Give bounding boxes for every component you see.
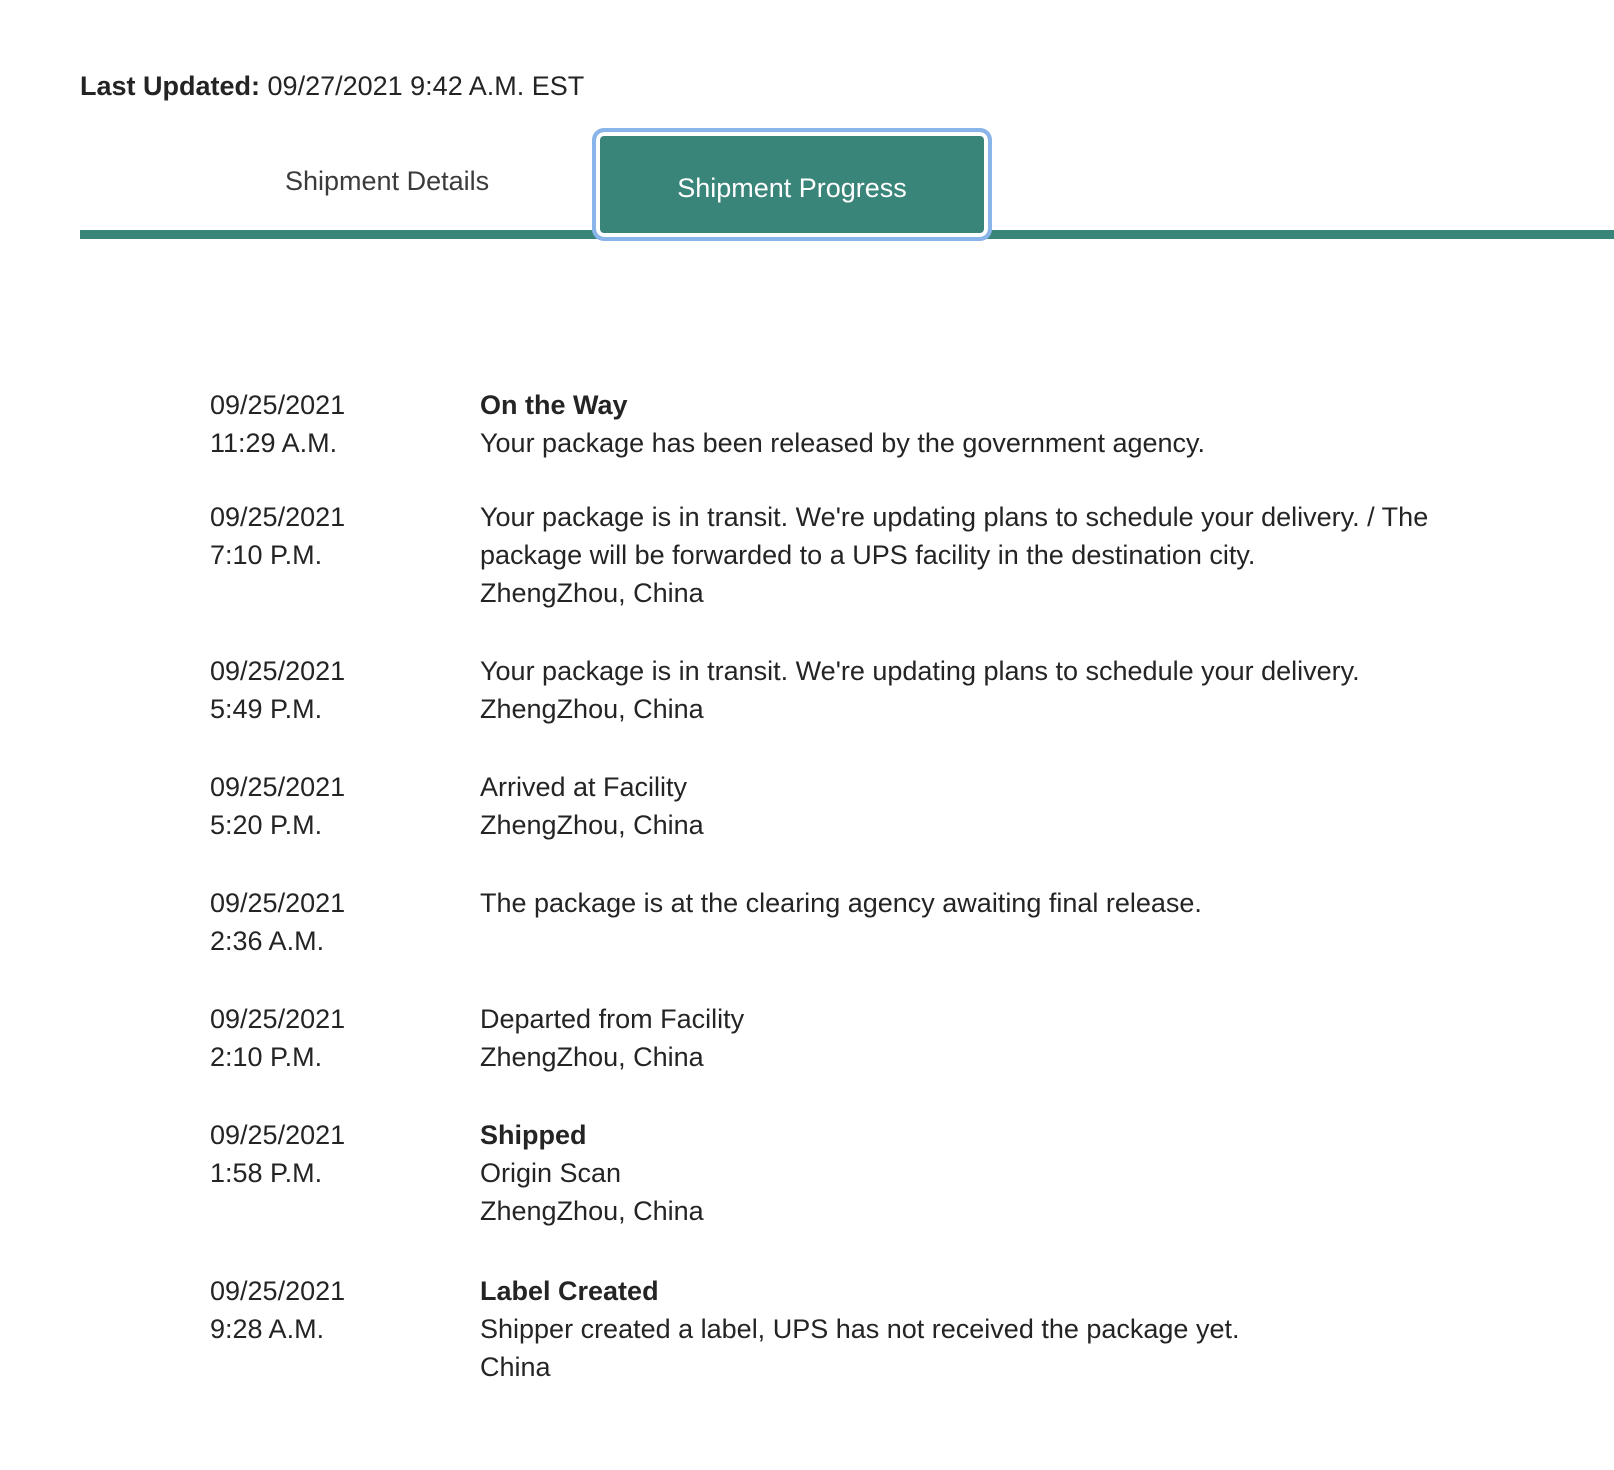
event-timestamp bbox=[210, 386, 480, 462]
event-description: Shipper created a label, UPS has not received the package yet. bbox=[480, 1314, 1240, 1344]
event-timestamp bbox=[210, 768, 480, 844]
event-description: The package is at the clearing agency awaiting final release. bbox=[480, 888, 1202, 918]
event-timestamp bbox=[210, 1000, 480, 1076]
event-timestamp bbox=[210, 1272, 480, 1386]
event-timestamp bbox=[210, 498, 480, 612]
event-time: 5:20 P.M. bbox=[210, 810, 323, 840]
event-date: 09/25/2021 bbox=[210, 772, 346, 802]
event-timestamp bbox=[210, 1116, 480, 1230]
event-location: ZhengZhou, China bbox=[480, 810, 704, 840]
event-details bbox=[480, 652, 1610, 728]
progress-event-row bbox=[210, 1116, 1610, 1230]
event-details bbox=[480, 498, 1610, 612]
progress-event-row bbox=[210, 1000, 1610, 1076]
event-description: Departed from Facility bbox=[480, 1004, 745, 1034]
progress-event-row bbox=[210, 498, 1610, 612]
event-date: 09/25/2021 bbox=[210, 1004, 346, 1034]
event-time: 5:49 P.M. bbox=[210, 694, 323, 724]
event-timestamp bbox=[210, 884, 480, 960]
event-date: 09/25/2021 bbox=[210, 390, 346, 420]
event-details bbox=[480, 884, 1610, 960]
event-location: China bbox=[480, 1352, 551, 1382]
event-details bbox=[480, 768, 1610, 844]
progress-event-row bbox=[210, 1272, 1610, 1386]
event-time: 2:36 A.M. bbox=[210, 926, 325, 956]
tab-bar bbox=[80, 128, 1614, 240]
event-time: 7:10 P.M. bbox=[210, 540, 323, 570]
progress-event-row bbox=[210, 386, 1610, 462]
event-status: Shipped bbox=[480, 1120, 587, 1150]
tab-shipment-progress[interactable]: Shipment Progress bbox=[592, 128, 992, 241]
event-date: 09/25/2021 bbox=[210, 502, 346, 532]
event-date: 09/25/2021 bbox=[210, 1276, 346, 1306]
event-location: ZhengZhou, China bbox=[480, 1196, 704, 1226]
progress-event-row bbox=[210, 884, 1610, 960]
event-time: 9:28 A.M. bbox=[210, 1314, 325, 1344]
event-details bbox=[480, 1116, 1610, 1230]
event-details bbox=[480, 1272, 1610, 1386]
event-details bbox=[480, 386, 1610, 462]
event-description: Arrived at Facility bbox=[480, 772, 688, 802]
event-time: 1:58 P.M. bbox=[210, 1158, 323, 1188]
progress-event-row bbox=[210, 768, 1610, 844]
event-timestamp bbox=[210, 652, 480, 728]
event-status: On the Way bbox=[480, 390, 628, 420]
event-description: Your package is in transit. We're updating plans to schedule your delivery. / The package will be forwarded to a UPS facility in the destination city. bbox=[480, 502, 1429, 570]
last-updated-label: Last Updated: bbox=[80, 71, 261, 101]
event-date: 09/25/2021 bbox=[210, 888, 346, 918]
event-time: 11:29 A.M. bbox=[210, 428, 338, 458]
shipment-progress-list bbox=[210, 386, 1610, 1386]
event-time: 2:10 P.M. bbox=[210, 1042, 323, 1072]
event-date: 09/25/2021 bbox=[210, 1120, 346, 1150]
event-location: ZhengZhou, China bbox=[480, 694, 704, 724]
event-location: ZhengZhou, China bbox=[480, 1042, 704, 1072]
event-details bbox=[480, 1000, 1610, 1076]
last-updated bbox=[80, 68, 584, 104]
event-description: Your package is in transit. We're updating plans to schedule your delivery. bbox=[480, 656, 1360, 686]
tab-shipment-details[interactable]: Shipment Details bbox=[285, 166, 490, 196]
event-description: Origin Scan bbox=[480, 1158, 622, 1188]
event-description: Your package has been released by the government agency. bbox=[480, 428, 1206, 458]
progress-event-row bbox=[210, 652, 1610, 728]
event-location: ZhengZhou, China bbox=[480, 578, 704, 608]
event-date: 09/25/2021 bbox=[210, 656, 346, 686]
last-updated-value: 09/27/2021 9:42 A.M. EST bbox=[267, 71, 585, 101]
event-status: Label Created bbox=[480, 1276, 659, 1306]
